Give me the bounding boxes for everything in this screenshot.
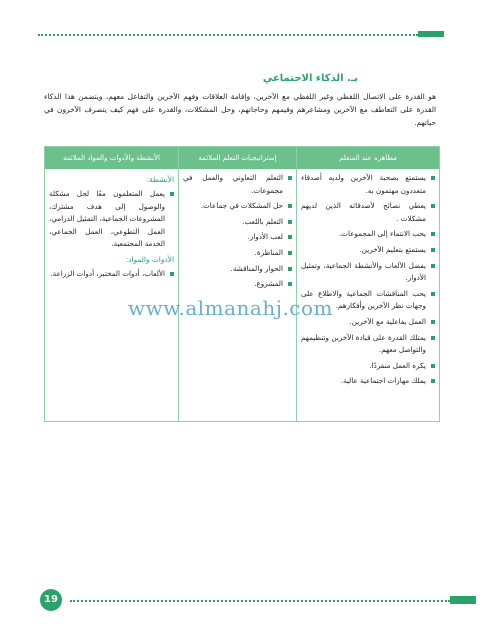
list-item: يحب المناقشات الجماعية والاطلاع على وجهات نظر الآخرين وأفكارهم. [301,288,435,313]
bottom-accent-bar [450,596,476,604]
strategies-list [183,172,292,291]
list-item: العمل بفاعلية مع الآخرين. [301,316,435,329]
list-item: المشروع. [183,278,292,291]
tools-label: الأدوات والمواد: [125,254,174,264]
watermark-text: www.almanahj.com [128,296,334,320]
list-item: يملك مهارات اجتماعية عالية. [301,375,435,388]
list-item: الحوار والمناقشة. [183,263,292,276]
list-item: يستمتع بتعليم الآخرين. [301,244,435,257]
list-item: يمتلك القدرة على قيادة الآخرين وتنظيمهم والتواصل معهم. [301,332,435,357]
list-item: الألعاب، أدوات المختبر، أدوات الزراعة. [49,268,174,281]
column-strategies [178,147,296,421]
list-item: التعلم التعاوني والعمل في مجموعات. [183,172,292,197]
top-accent-bar [418,31,444,37]
list-item: يكره العمل منفردًا. [301,360,435,373]
page-number: 19 [40,589,62,611]
list-item: يعمل المتعلمون معًا لحل مشكلة والوصول إلى هدف مشترك، المشروعات الجماعية، التمثيل الدرامي، العمل التطوعي، العمل الجماعي، الخدمة المجتمعية. [49,188,174,251]
list-item: حل المشكلات في جماعات. [183,200,292,213]
intelligence-table [44,146,440,422]
intro-paragraph: هو القدرة على الاتصال اللفظي وغير اللفظي مع الآخرين، وإقامة العلاقات وفهم الآخرين والتفاعل معهم، ويتضمن هذا الذكاء القدرة على التعاطف مع الآخرين ومشاعرهم وقيمهم وحاجاتهم، وحل المشكلات، والقدرة على فهم كيف يتصرف الآخرون في حياتهم. [44,92,436,127]
column-header-activities: الأنشطة والأدوات والمواد الملائمة [45,147,178,169]
section-title: بـ. الذكاء الاجتماعي [262,73,358,84]
column-header-strategies: إستراتيجيات التعلم الملائمة [179,147,296,169]
list-item: لعب الأدوار. [183,231,292,244]
tools-list [49,268,174,281]
list-item: يعطي نصائح لأصدقائه الذين لديهم مشكلات . [301,200,435,225]
list-item: المناظرة. [183,247,292,260]
top-dotted-rule [38,34,418,36]
list-item: يفضل الألعاب والأنشطة الجماعية، وتمثيل الأدوار. [301,260,435,285]
traits-list [301,172,435,388]
activities-label: الأنشطة: [146,175,174,184]
list-item: يحب الانتماء إلى المجموعات. [301,228,435,241]
bottom-dotted-rule [70,600,450,602]
list-item: التعلم باللعب. [183,216,292,229]
activities-list [49,188,174,251]
column-activities-tools [45,147,178,421]
column-learner-traits [296,147,439,421]
list-item: يستمتع بصحبة الآخرين ولديه أصدقاء متعددون مهتمون به. [301,172,435,197]
column-header-traits: مظاهره عند المتعلم [297,147,439,169]
